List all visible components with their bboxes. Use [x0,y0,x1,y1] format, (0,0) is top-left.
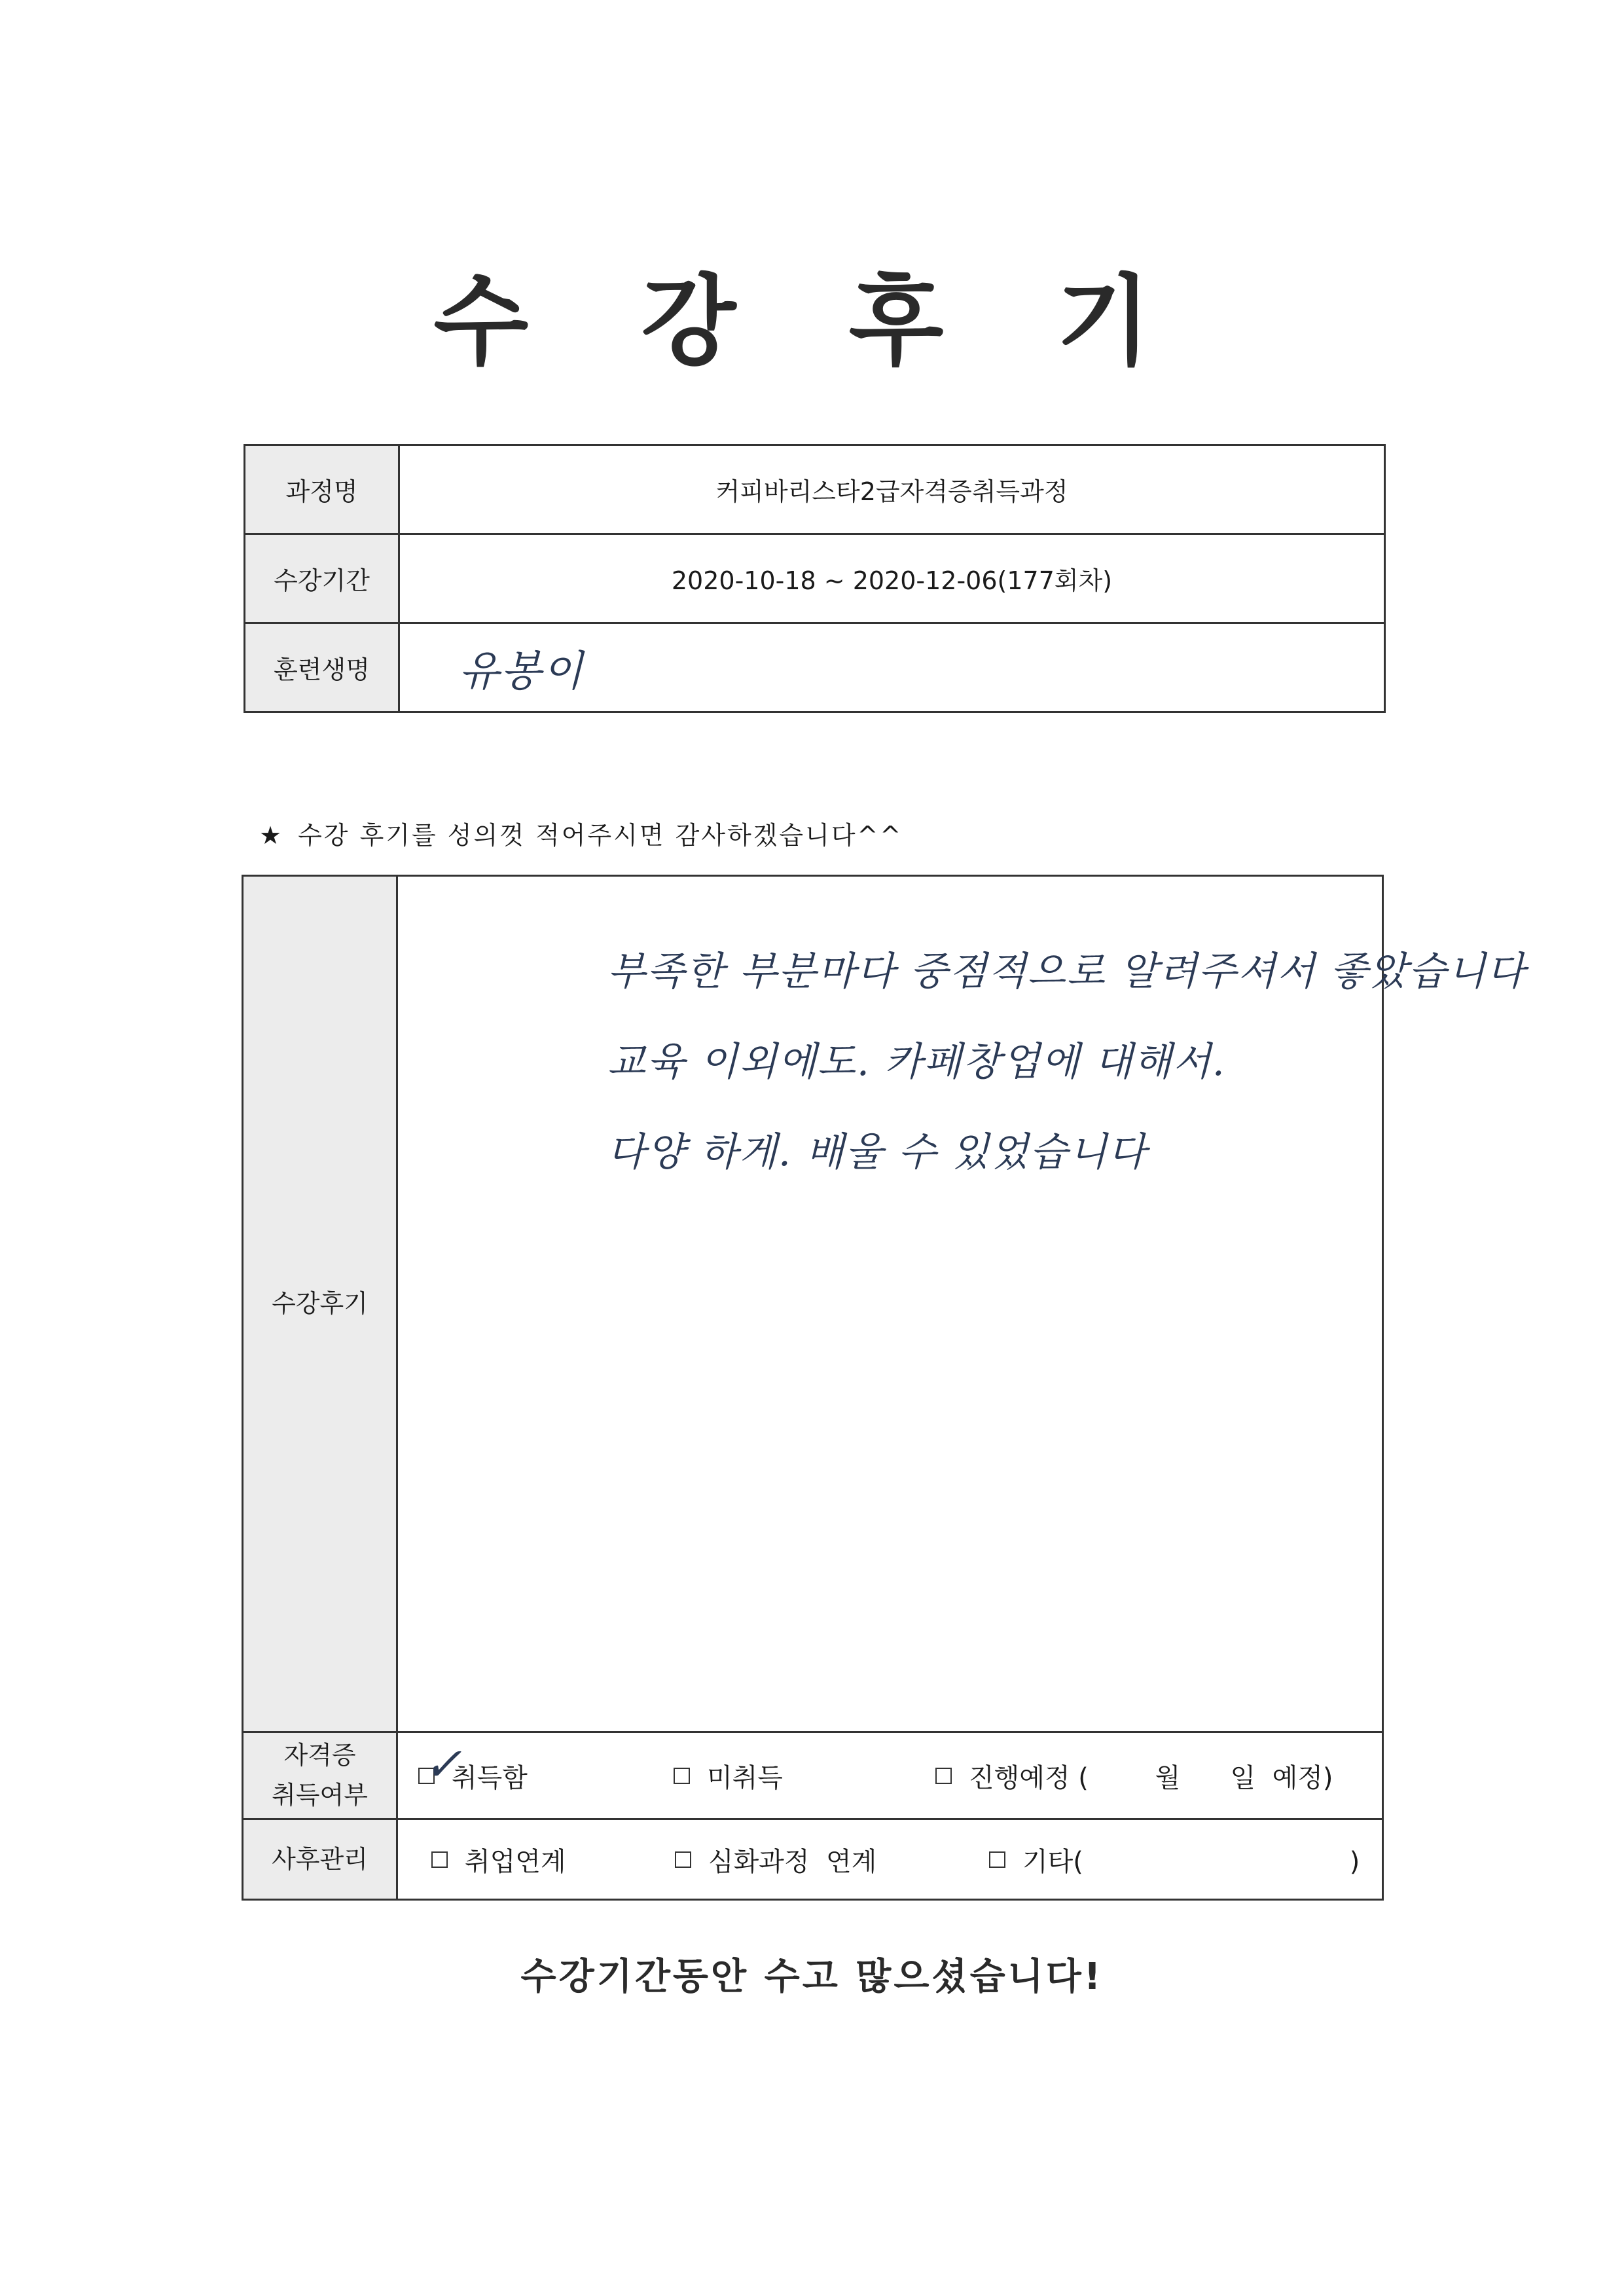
checkbox-advanced-course[interactable] [675,1851,691,1868]
trainee-name-cell [399,623,1385,712]
course-info-table [244,444,1386,713]
review-line-3: 다양 하게. 배울 수 있었습니다 [607,1129,1147,1175]
review-line-2: 교육 이외에도. 카페창업에 대해서. [607,1039,1226,1085]
certification-label-line2: 취득여부 [272,1781,368,1810]
option-obtained-label: 취득함 [452,1762,528,1793]
aftercare-label: 사후관리 [243,1819,397,1900]
option-in-progress-label: 진행예정 ( 월 일 예정) [969,1762,1333,1793]
option-other-label: 기타( ) [1022,1846,1360,1877]
certification-label-line1: 자격증 [283,1741,356,1770]
period-row [245,534,1385,623]
certification-options [397,1732,1383,1819]
aftercare-row [243,1819,1383,1900]
review-row [243,876,1383,1732]
option-not-obtained[interactable] [674,1757,935,1795]
checkbox-other[interactable] [989,1851,1005,1868]
trainee-name-label: 훈련생명 [245,623,399,712]
option-advanced-course[interactable] [675,1841,989,1878]
page-title: 수 강 후 기 [433,265,1191,379]
period-label: 수강기간 [245,534,399,623]
checkbox-job-link[interactable] [431,1851,448,1868]
checkbox-obtained[interactable] [418,1737,462,1791]
option-job-link-label: 취업연계 [465,1846,566,1877]
review-label: 수강후기 [243,876,397,1732]
course-label: 과정명 [245,445,399,534]
review-table [242,875,1526,1901]
checkbox-not-obtained[interactable] [674,1768,690,1784]
option-job-link[interactable] [431,1841,675,1878]
aftercare-options [397,1819,1383,1900]
option-other[interactable] [989,1841,1360,1878]
checkbox-in-progress[interactable] [935,1768,952,1784]
trainee-row [245,623,1385,712]
instruction-text: 수강 후기를 성의껏 적어주시면 감사하겠습니다^^ [298,821,903,850]
course-value: 커피바리스타2급자격증취득과정 [399,445,1385,534]
option-obtained[interactable] [418,1737,674,1795]
star-icon: ★ [259,821,284,850]
option-in-progress[interactable] [935,1757,1333,1795]
closing-message: 수강기간동안 수고 많으셨습니다! [520,1956,1104,1998]
option-advanced-course-label: 심화과정 연계 [708,1846,877,1877]
course-row [245,445,1385,534]
review-line-1: 부족한 부분마다 중점적으로 알려주셔서 좋았습니다 [607,949,1526,994]
period-value: 2020-10-18 ~ 2020-12-06(177회차) [399,534,1385,623]
certification-label [243,1732,397,1819]
instruction-note [259,815,903,851]
option-not-obtained-label: 미취득 [707,1762,783,1793]
certification-row [243,1732,1383,1819]
review-body [397,876,1526,1732]
checkmark-icon: ✓ [424,1737,462,1791]
trainee-name-handwriting: 유봉이 [459,647,585,696]
